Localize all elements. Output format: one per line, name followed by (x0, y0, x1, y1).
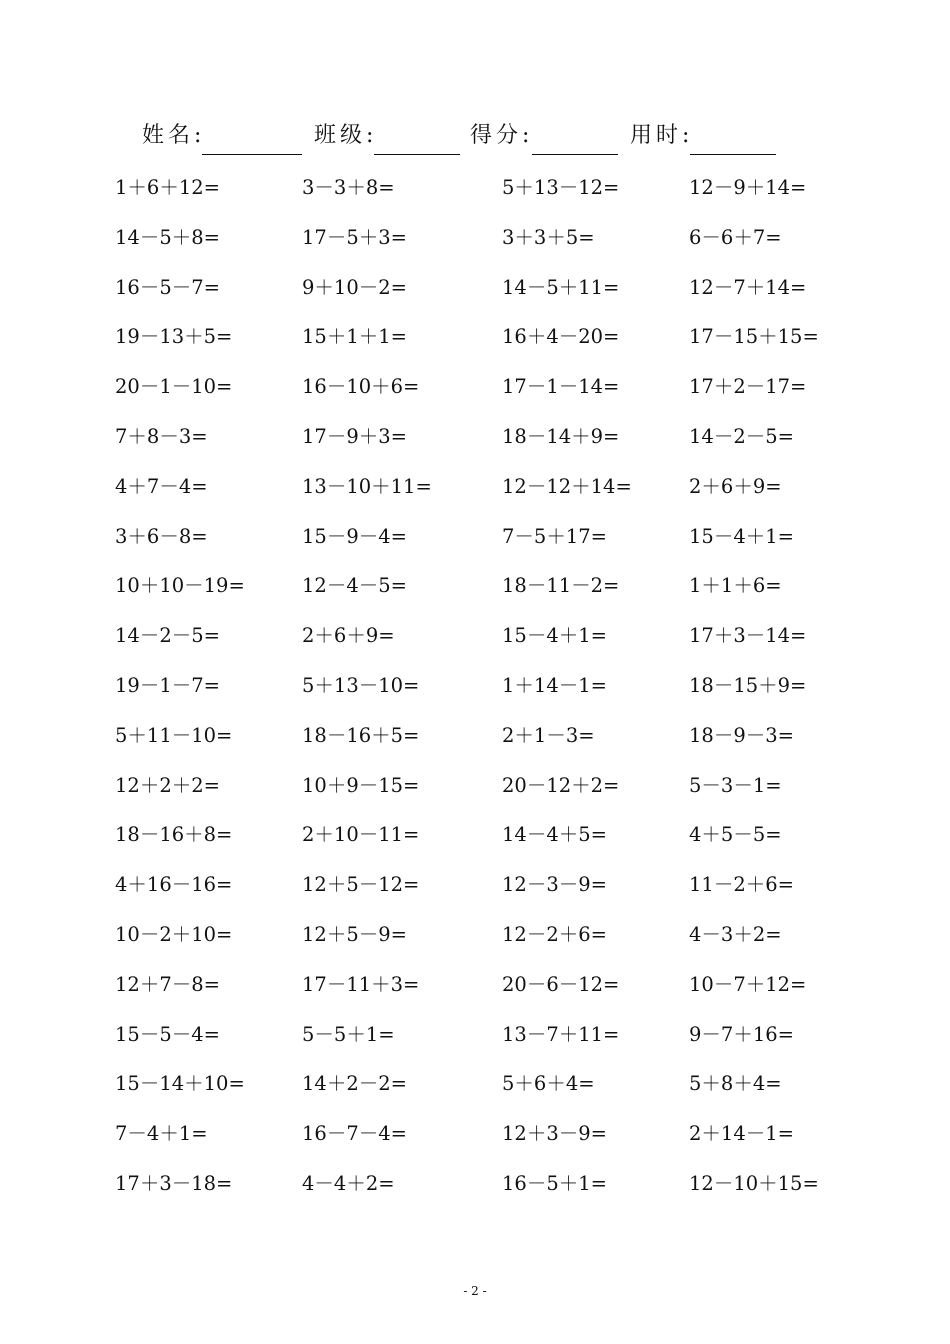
problem-row (0, 662, 950, 712)
math-problem: 2＋14－1= (689, 1122, 794, 1146)
name-blank-line[interactable] (202, 154, 302, 155)
math-problem: 12－3－9= (502, 873, 607, 897)
math-problem: 16－5－7= (115, 275, 220, 299)
math-problem: 3＋6－8= (115, 524, 208, 548)
math-problem: 6－6＋7= (689, 225, 782, 249)
math-problem: 19－13＋5= (115, 325, 233, 349)
page-number: - 2 - (463, 1284, 487, 1298)
math-problem: 17＋3－14= (689, 624, 807, 648)
math-problem: 3－3＋8= (302, 176, 395, 199)
math-problem: 12－12＋14= (502, 474, 632, 498)
math-problem: 12－2＋6= (502, 922, 607, 946)
worksheet-header (0, 112, 950, 162)
math-problem: 4－4＋2= (302, 1171, 395, 1195)
math-problem: 4＋5－5= (689, 823, 782, 847)
math-problem: 9－7＋16= (689, 1022, 794, 1046)
math-problem: 3＋3＋5= (502, 225, 595, 249)
math-problem: 12＋5－12= (302, 873, 420, 897)
math-problem: 13－10＋11= (302, 474, 432, 498)
math-problem: 5＋8＋4= (689, 1072, 782, 1096)
problem-row (0, 811, 950, 861)
math-problem: 4＋16－16= (115, 873, 233, 897)
problem-row (0, 712, 950, 762)
math-problem: 17－15＋15= (689, 325, 819, 349)
math-problem: 1＋6＋12= (115, 176, 220, 199)
math-problem: 12＋3－9= (502, 1122, 607, 1146)
math-problem: 2＋1－3= (502, 723, 595, 747)
math-problem: 7－5＋17= (502, 524, 607, 548)
math-problem: 1＋1＋6= (689, 574, 782, 598)
problem-row (0, 513, 950, 563)
math-problem: 7－4＋1= (115, 1122, 208, 1146)
math-problem: 18－15＋9= (689, 673, 807, 697)
math-problem: 14＋2－2= (302, 1072, 407, 1096)
math-problem: 12－4－5= (302, 574, 407, 598)
problem-row (0, 911, 950, 961)
score-label: 得分: (470, 123, 534, 148)
problem-row (0, 214, 950, 264)
problem-row (0, 264, 950, 314)
problem-grid (0, 164, 950, 1210)
time-label: 用时: (630, 123, 694, 148)
math-problem: 20－1－10= (115, 375, 233, 399)
math-problem: 18－16＋8= (115, 823, 233, 847)
math-problem: 12＋7－8= (115, 972, 220, 996)
problem-row (0, 861, 950, 911)
problem-row (0, 1110, 950, 1160)
math-problem: 15－4＋1= (502, 624, 607, 648)
math-problem: 13－7＋11= (502, 1022, 620, 1046)
math-problem: 12－10＋15= (689, 1171, 819, 1195)
math-problem: 14－2－5= (115, 624, 220, 648)
math-problem: 15－5－4= (115, 1022, 220, 1046)
math-problem: 16－5＋1= (502, 1171, 607, 1195)
problem-row (0, 463, 950, 513)
math-problem: 5－5＋1= (302, 1022, 395, 1046)
math-problem: 17－5＋3= (302, 225, 407, 249)
math-problem: 5＋13－10= (302, 673, 420, 697)
math-problem: 12＋5－9= (302, 922, 407, 946)
math-problem: 17－1－14= (502, 375, 620, 399)
math-problem: 15－14＋10= (115, 1072, 245, 1096)
math-problem: 18－11－2= (502, 574, 620, 598)
problem-row (0, 961, 950, 1011)
problem-row (0, 413, 950, 463)
score-blank-line[interactable] (532, 154, 618, 155)
time-blank-line[interactable] (690, 154, 776, 155)
math-problem: 17＋2－17= (689, 375, 807, 399)
problem-row (0, 363, 950, 413)
math-problem: 20－6－12= (502, 972, 620, 996)
math-problem: 18－9－3= (689, 723, 794, 747)
problem-row (0, 313, 950, 363)
problem-row (0, 762, 950, 812)
problem-row (0, 164, 950, 214)
math-problem: 12＋2＋2= (115, 773, 220, 797)
math-problem: 14－5＋8= (115, 225, 220, 249)
math-problem: 16－7－4= (302, 1122, 407, 1146)
math-problem: 10－7＋12= (689, 972, 807, 996)
math-problem: 14－5＋11= (502, 275, 620, 299)
math-problem: 17＋3－18= (115, 1171, 233, 1195)
math-problem: 16－10＋6= (302, 375, 420, 399)
math-problem: 4－3＋2= (689, 922, 782, 946)
math-problem: 18－16＋5= (302, 723, 420, 747)
math-problem: 12－9＋14= (689, 176, 807, 199)
math-problem: 2＋6＋9= (302, 624, 395, 648)
math-problem: 2＋6＋9= (689, 474, 782, 498)
problem-row (0, 1160, 950, 1210)
math-problem: 5＋11－10= (115, 723, 233, 747)
math-problem: 11－2＋6= (689, 873, 794, 897)
math-problem: 15－4＋1= (689, 524, 794, 548)
math-problem: 5＋6＋4= (502, 1072, 595, 1096)
math-problem: 12－7＋14= (689, 275, 807, 299)
math-problem: 9＋10－2= (302, 275, 407, 299)
problem-row (0, 562, 950, 612)
math-problem: 1＋14－1= (502, 673, 607, 697)
math-problem: 16＋4－20= (502, 325, 620, 349)
math-problem: 14－2－5= (689, 424, 794, 448)
name-label: 姓名: (142, 123, 206, 148)
math-problem: 17－9＋3= (302, 424, 407, 448)
math-problem: 15＋1＋1= (302, 325, 407, 349)
math-problem: 7＋8－3= (115, 424, 208, 448)
math-problem: 17－11＋3= (302, 972, 420, 996)
math-problem: 2＋10－11= (302, 823, 420, 847)
problem-row (0, 1011, 950, 1061)
math-problem: 10＋10－19= (115, 574, 245, 598)
class-label: 班级: (314, 123, 378, 148)
math-problem: 18－14＋9= (502, 424, 620, 448)
problem-row (0, 1060, 950, 1110)
math-problem: 15－9－4= (302, 524, 407, 548)
problem-row (0, 612, 950, 662)
math-problem: 14－4＋5= (502, 823, 607, 847)
math-problem: 5＋13－12= (502, 176, 620, 199)
math-problem: 20－12＋2= (502, 773, 620, 797)
math-problem: 10＋9－15= (302, 773, 420, 797)
math-problem: 10－2＋10= (115, 922, 233, 946)
math-problem: 5－3－1= (689, 773, 782, 797)
math-problem: 4＋7－4= (115, 474, 208, 498)
math-problem: 19－1－7= (115, 673, 220, 697)
class-blank-line[interactable] (374, 154, 460, 155)
